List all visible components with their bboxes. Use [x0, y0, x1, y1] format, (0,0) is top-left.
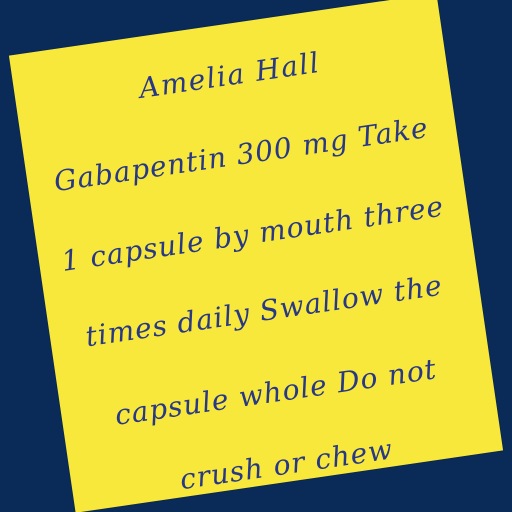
instruction-line-2: 1 capsule by mouth three — [59, 189, 447, 278]
instruction-line-5: crush or chew — [177, 432, 396, 497]
instruction-line-4: capsule whole Do not — [112, 352, 439, 432]
patient-name: Amelia Hall — [137, 45, 323, 105]
instruction-line-3: times daily Swallow the — [83, 268, 445, 354]
instruction-line-1: Gabapentin 300 mg Take — [51, 110, 431, 199]
